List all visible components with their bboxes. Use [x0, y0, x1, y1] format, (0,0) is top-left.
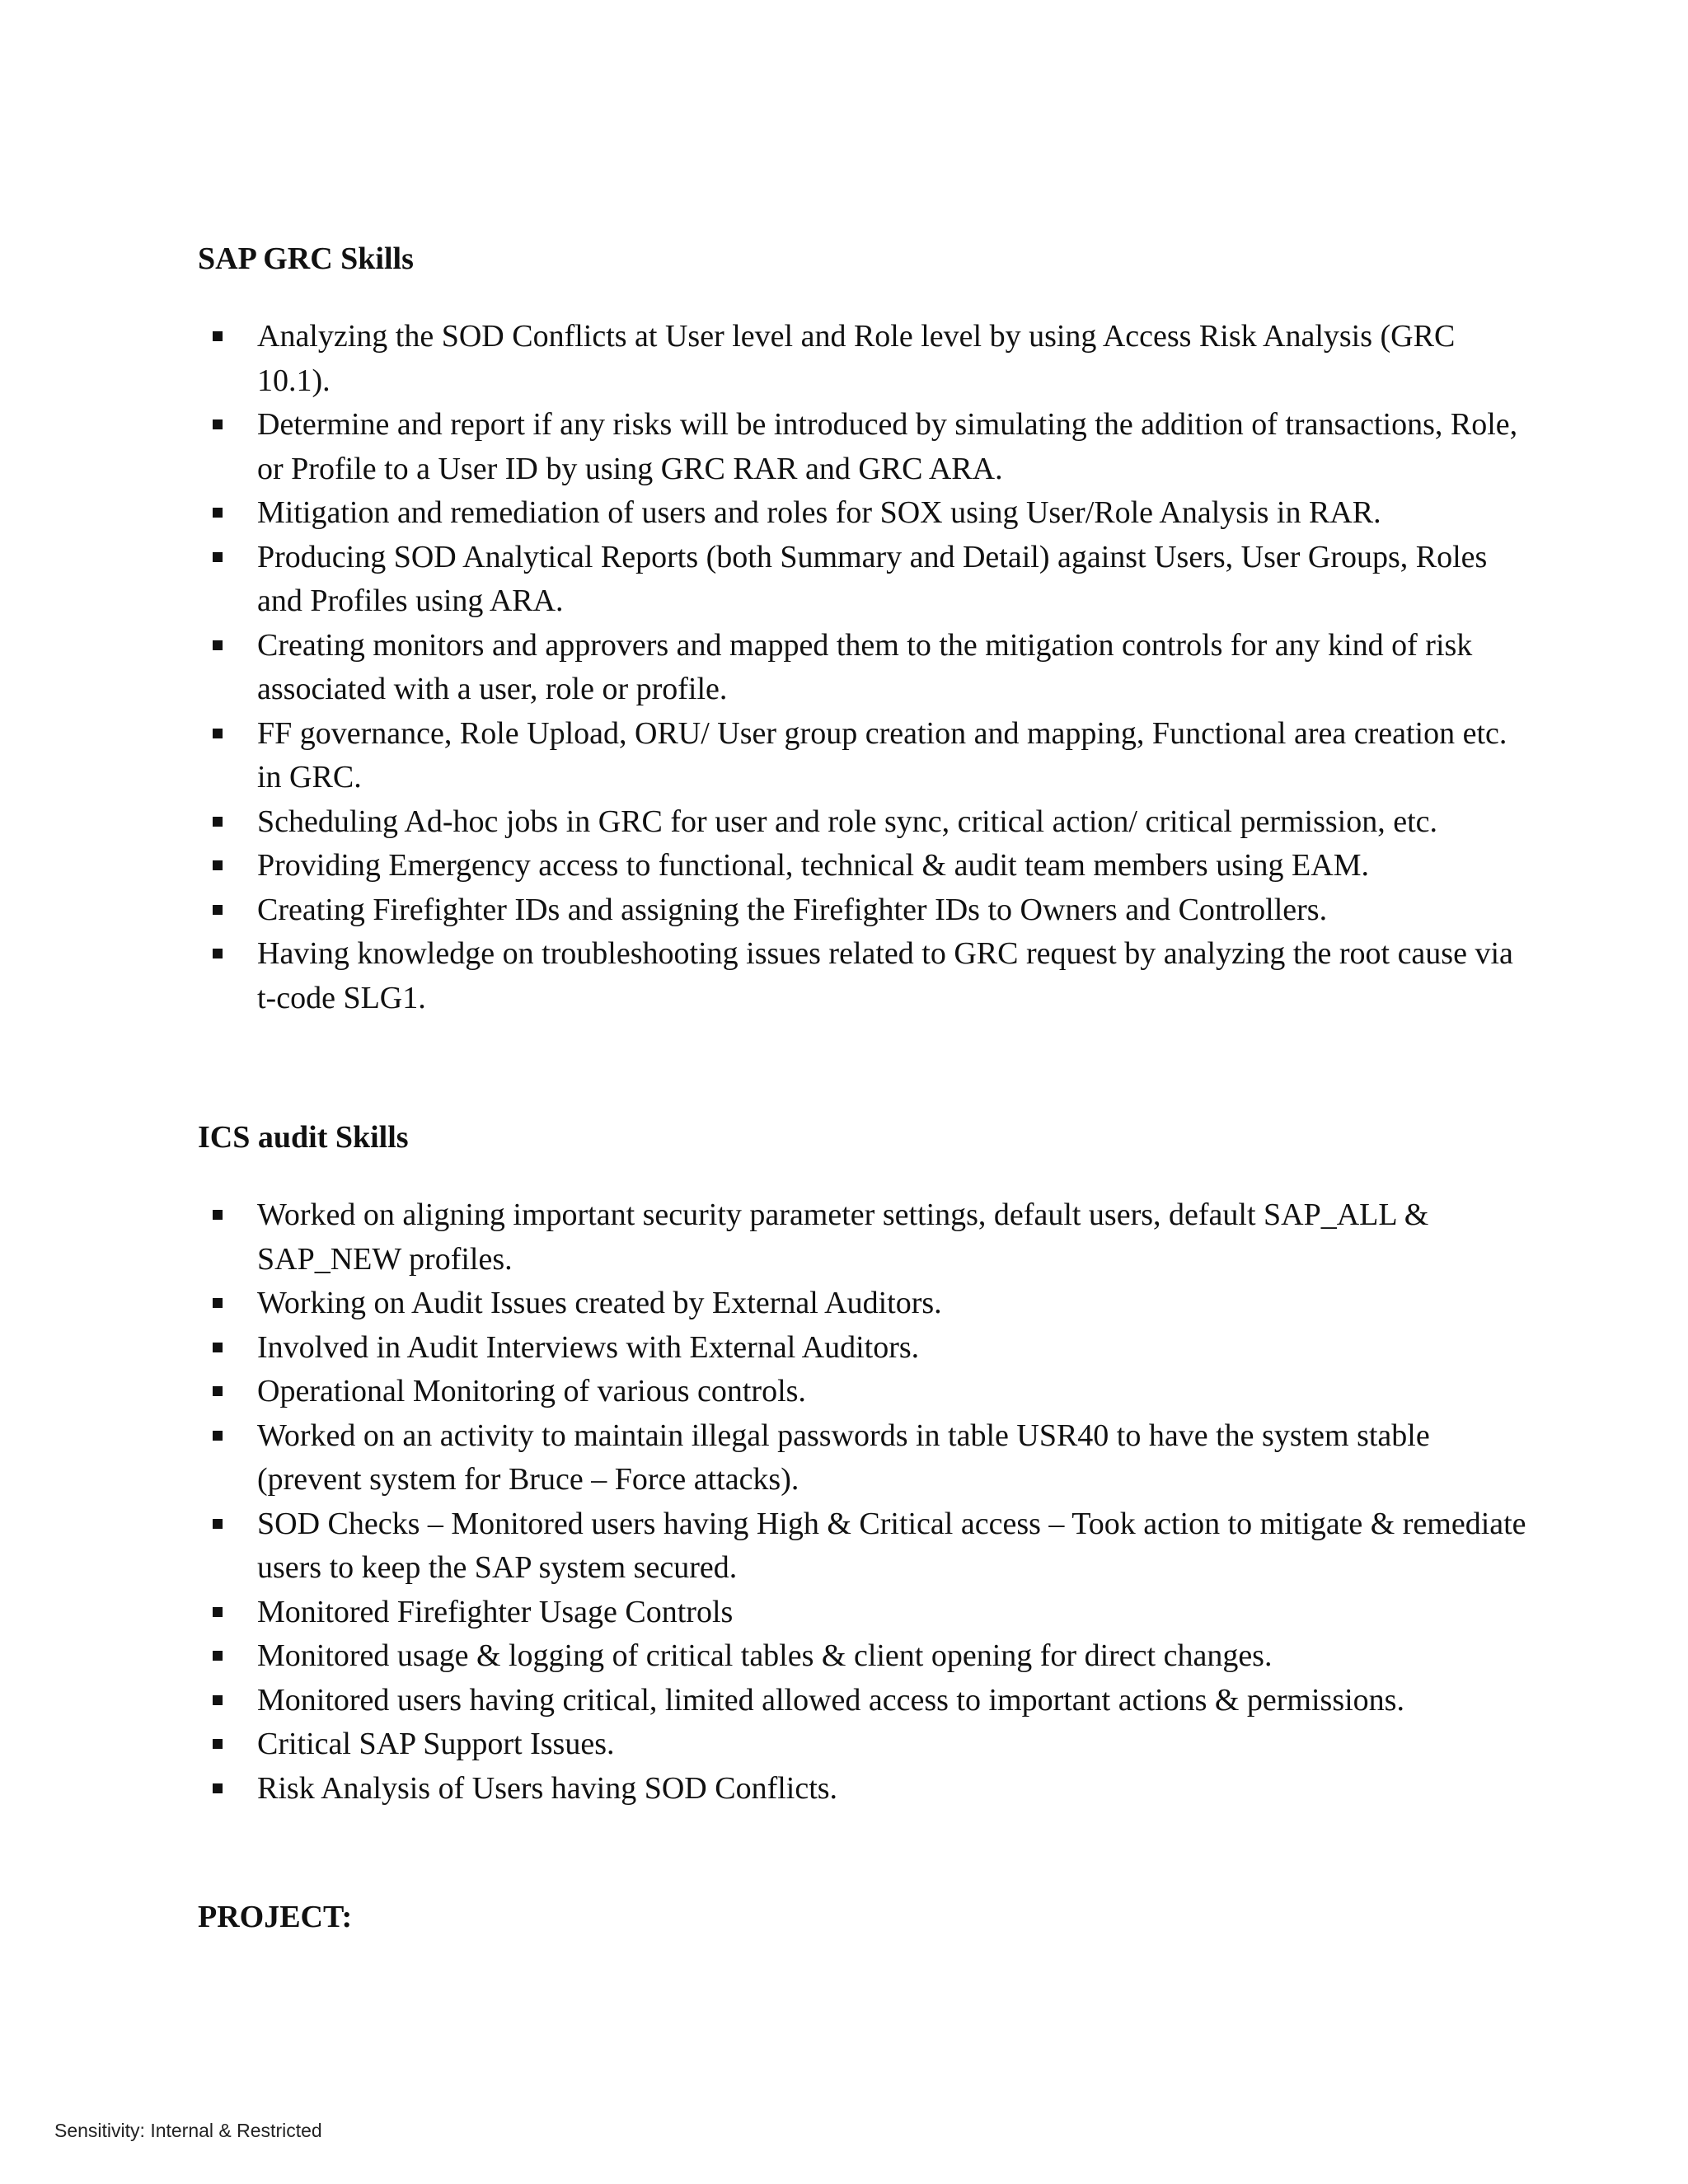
square-bullet-icon — [213, 1210, 223, 1220]
list-item — [198, 1502, 1533, 1591]
list-item-text: Having knowledge on troubleshooting issues related to GRC request by analyzing the root cause via t-code SLG1. — [257, 936, 1513, 1015]
square-bullet-icon — [213, 905, 223, 915]
list-item-text: FF governance, Role Upload, ORU/ User group creation and mapping, Functional area creation etc. in GRC. — [257, 715, 1507, 794]
square-bullet-icon — [213, 1695, 223, 1705]
square-bullet-icon — [213, 508, 223, 518]
list-item-text: Monitored Firefighter Usage Controls — [257, 1594, 734, 1629]
list-item — [198, 1722, 1533, 1767]
sensitivity-footer: Sensitivity: Internal & Restricted — [54, 2120, 322, 2141]
square-bullet-icon — [213, 860, 223, 870]
square-bullet-icon — [213, 1783, 223, 1793]
square-bullet-icon — [213, 1607, 223, 1617]
list-item-text: Critical SAP Support Issues. — [257, 1727, 615, 1761]
section-heading-sap-grc-skills: SAP GRC Skills — [198, 241, 414, 276]
list-item — [198, 1193, 1533, 1282]
list-item-text: Producing SOD Analytical Reports (both Summary and Detail) against Users, User Groups, Roles and Profiles using ARA. — [257, 539, 1488, 618]
square-bullet-icon — [213, 552, 223, 562]
list-item-text: Working on Audit Issues created by External Auditors. — [257, 1286, 942, 1320]
list-item — [198, 624, 1533, 712]
list-item-text: Analyzing the SOD Conflicts at User level and Role level by using Access Risk Analysis (GRC 10.1). — [257, 319, 1456, 398]
list-item-text: Monitored usage & logging of critical tables & client opening for direct changes. — [257, 1638, 1273, 1673]
list-item — [198, 800, 1533, 845]
list-item — [198, 1591, 1533, 1635]
section-heading-ics-audit-skills: ICS audit Skills — [198, 1120, 409, 1155]
square-bullet-icon — [213, 419, 223, 429]
sap-grc-skills-list — [198, 315, 1533, 1020]
list-item — [198, 1326, 1533, 1371]
list-item-text: Creating Firefighter IDs and assigning the Firefighter IDs to Owners and Controllers. — [257, 892, 1328, 927]
list-item — [198, 844, 1533, 888]
square-bullet-icon — [213, 1298, 223, 1308]
square-bullet-icon — [213, 640, 223, 650]
square-bullet-icon — [213, 729, 223, 738]
square-bullet-icon — [213, 331, 223, 341]
list-item — [198, 491, 1533, 536]
list-item-text: SOD Checks – Monitored users having High & Critical access – Took action to mitigate & remediate users to keep the SAP system secured. — [257, 1506, 1526, 1585]
list-item — [198, 315, 1533, 403]
list-item — [198, 888, 1533, 933]
list-item-text: Involved in Audit Interviews with External Auditors. — [257, 1329, 920, 1365]
list-item-text: Monitored users having critical, limited allowed access to important actions & permissions. — [257, 1682, 1404, 1718]
list-item-text: Worked on an activity to maintain illegal passwords in table USR40 to have the system stable (prevent system for Bruce – Force attacks). — [257, 1418, 1430, 1497]
list-item — [198, 403, 1533, 491]
list-item — [198, 536, 1533, 624]
list-item — [198, 1282, 1533, 1326]
list-item — [198, 1679, 1533, 1723]
ics-audit-skills-list — [198, 1193, 1533, 1811]
list-item — [198, 1634, 1533, 1679]
list-item-text: Risk Analysis of Users having SOD Conflicts. — [257, 1770, 838, 1806]
square-bullet-icon — [213, 1431, 223, 1441]
list-item-text: Creating monitors and approvers and mapped them to the mitigation controls for any kind of risk associated with a user, role or profile. — [257, 627, 1473, 706]
list-item-text: Determine and report if any risks will be introduced by simulating the addition of transactions, Role, or Profile to a User ID by using GRC RAR and GRC ARA. — [257, 407, 1518, 486]
square-bullet-icon — [213, 1519, 223, 1529]
list-item-text: Operational Monitoring of various controls. — [257, 1374, 806, 1408]
list-item-text: Providing Emergency access to functional, technical & audit team members using EAM. — [257, 848, 1369, 883]
list-item — [198, 1767, 1533, 1811]
square-bullet-icon — [213, 817, 223, 827]
list-item — [198, 1414, 1533, 1502]
list-item-text: Mitigation and remediation of users and roles for SOX using User/Role Analysis in RAR. — [257, 495, 1381, 530]
square-bullet-icon — [213, 1651, 223, 1661]
square-bullet-icon — [213, 1386, 223, 1396]
square-bullet-icon — [213, 949, 223, 958]
square-bullet-icon — [213, 1739, 223, 1749]
section-heading-project: PROJECT: — [198, 1900, 353, 1934]
list-item-text: Worked on aligning important security parameter settings, default users, default SAP_ALL & SAP_NEW profiles. — [257, 1197, 1429, 1277]
list-item — [198, 932, 1533, 1020]
list-item — [198, 1370, 1533, 1414]
square-bullet-icon — [213, 1343, 223, 1352]
list-item — [198, 712, 1533, 800]
list-item-text: Scheduling Ad-hoc jobs in GRC for user and role sync, critical action/ critical permission, etc. — [257, 804, 1438, 839]
